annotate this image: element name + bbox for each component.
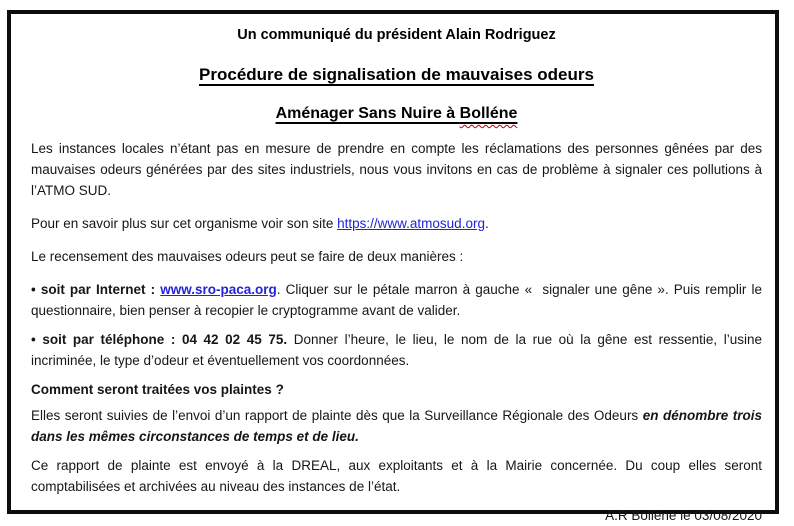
title-amenager-misspelled-word: Bolléne xyxy=(459,105,518,122)
bullet-internet-lead: • soit par Internet : xyxy=(31,282,161,297)
paragraph-complaints xyxy=(31,405,762,447)
paragraph-site-after: . xyxy=(484,216,489,231)
title-amenager-underline xyxy=(276,105,518,122)
bullet-internet-rest: . Cliquer sur le pétale marron à gauche « signaler une gêne ». Puis remplir le questionnaire, bien penser à recopier le cryptogramme avant de valider. xyxy=(31,282,762,318)
bullet-phone-rest: Donner l’heure, le lieu, le nom de la rue où la gêne est ressentie, l’usine incriminée, le type d’odeur et éventuellement vos coordonnées. xyxy=(31,332,762,368)
title-procedure xyxy=(31,63,762,86)
title-communique: Un communiqué du président Alain Rodriguez xyxy=(237,27,556,43)
atmosud-link[interactable]: https://www.atmosud.org xyxy=(337,216,485,231)
paragraph-census: Le recensement des mauvaises odeurs peut se faire de deux manières : xyxy=(31,249,464,264)
paragraph-complaints-before: Elles seront suivies de l’envoi d’un rapport de plainte dès que la Surveillance Régionale des Odeurs xyxy=(31,408,643,423)
bullet-phone xyxy=(31,329,762,371)
sro-paca-link[interactable]: www.sro-paca.org xyxy=(160,282,277,297)
title-amenager-prefix: Aménager Sans Nuire à xyxy=(275,105,460,122)
complaints-heading: Comment seront traitées vos plaintes ? xyxy=(31,382,284,397)
bullet-phone-lead: • soit par téléphone : 04 42 02 45 75. xyxy=(31,332,288,347)
paragraph-site xyxy=(31,213,762,234)
title-amenager-sans-nuire xyxy=(31,103,762,125)
document-border-frame xyxy=(7,10,779,523)
paragraph-site-before: Pour en savoir plus sur cet organisme voir son site xyxy=(31,216,338,231)
signature-line: A.R Bollène le 03/08/2020 xyxy=(605,508,762,523)
paragraph-report: Ce rapport de plainte est envoyé à la DREAL, aux exploitants et à la Mairie concernée. Du coup elles seront comptabilisées et archivées au niveau des instances de l’état. xyxy=(31,458,762,494)
paragraph-intro: Les instances locales n’étant pas en mesure de prendre en compte les réclamations des personnes gênées par des mauvaises odeurs générées par des sites industriels, nous vous invitons en cas de problème à signaler ces pollutions à l’ATMO SUD. xyxy=(31,141,762,198)
paragraph-complaints-emphasis: en dénombre trois dans les mêmes circonstances de temps et de lieu. xyxy=(31,408,762,444)
title-procedure-text: Procédure de signalisation de mauvaises odeurs xyxy=(199,65,594,84)
bullet-internet xyxy=(31,279,762,321)
